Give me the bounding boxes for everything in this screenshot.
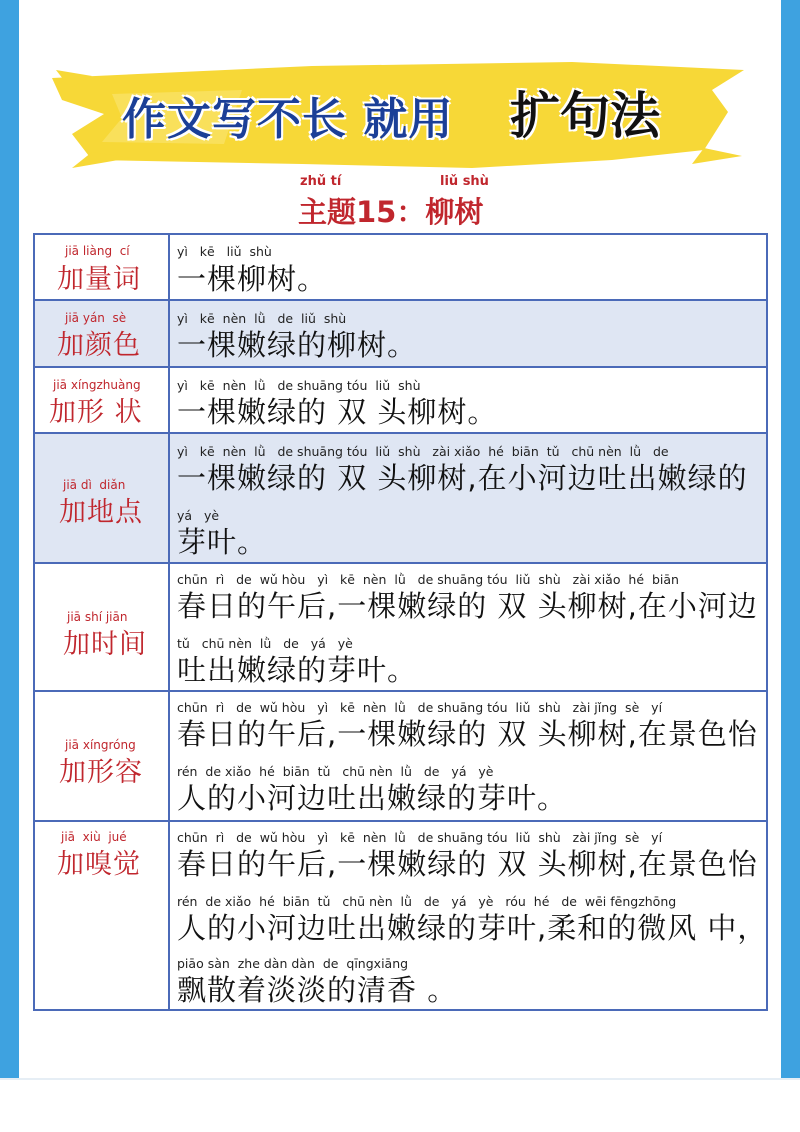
sentence-pinyin: chūn rì de wǔ hòu yì kē nèn lǜ de shuāng tóu liǔ shù zài xiǎo hé biān [177,572,679,587]
sentence-text: 人的小河边吐出嫩绿的芽叶。 [177,781,568,815]
label-text: 加形 状 [49,397,143,428]
table-row [35,822,766,1009]
label-pinyin: jiā xíngróng [65,738,136,752]
row-label-cell [35,822,170,1009]
table-row [35,434,766,564]
sentence-text: 一棵嫩绿的 双 头柳树,在小河边吐出嫩绿的 [177,461,748,495]
label-text: 加量词 [57,264,141,295]
row-label-cell [35,564,170,690]
label-pinyin: jiā dì diǎn [63,478,126,492]
theme-pinyin-zhuti: zhǔ tí [300,174,342,189]
sentence-text: 吐出嫩绿的芽叶。 [177,653,418,687]
label-text: 加嗅觉 [57,849,141,880]
label-pinyin: jiā xiù jué [61,830,127,844]
sentence-pinyin: rén de xiǎo hé biān tǔ chū nèn lǜ de yá yè [177,764,494,779]
table-row [35,368,766,434]
sentence-text: 春日的午后,一棵嫩绿的 双 头柳树,在景色怡 [177,717,758,751]
label-text: 加颜色 [57,330,141,361]
sentence-pinyin: rén de xiǎo hé biān tǔ chū nèn lǜ de yá yè róu hé de wēi fēngzhōng [177,894,677,909]
sentence-pinyin: chūn rì de wǔ hòu yì kē nèn lǜ de shuāng tóu liǔ shù zài jǐng sè yí [177,830,663,845]
banner-title: 作文写不长 就用 [122,94,454,145]
banner-title-method: 扩句法 [510,87,660,145]
sentence-pinyin: yì kē liǔ shù [177,244,272,259]
sentence-text: 春日的午后,一棵嫩绿的 双 头柳树,在小河边 [177,589,758,623]
table-row [35,235,766,301]
left-border-bar [0,0,19,1078]
sentence-text: 人的小河边吐出嫩绿的芽叶,柔和的微风 中， [177,911,768,945]
sentence-pinyin: chūn rì de wǔ hòu yì kē nèn lǜ de shuāng tóu liǔ shù zài jǐng sè yí [177,700,663,715]
sentence-text: 芽叶。 [177,525,268,559]
row-label-cell [35,692,170,820]
sentence-text: 一棵嫩绿的柳树。 [177,328,418,362]
label-pinyin: jiā xíngzhuàng [53,378,141,392]
sentence-pinyin: piāo sàn zhe dàn dàn de qīngxiāng [177,956,409,971]
label-pinyin: jiā shí jiān [67,610,128,624]
sentence-pinyin: yì kē nèn lǜ de shuāng tóu liǔ shù zài xiǎo hé biān tǔ chū nèn lǜ de [177,444,669,459]
sentence-text: 一棵嫩绿的 双 头柳树。 [177,395,498,429]
sentence-text: 一棵柳树。 [177,262,328,296]
expansion-table [33,233,768,1011]
theme-pinyin-liushu: liǔ shù [440,174,489,189]
sentence-text: 飘散着淡淡的清香 。 [177,973,458,1007]
label-text: 加时间 [63,629,147,660]
row-label-cell [35,434,170,562]
sentence-pinyin: tǔ chū nèn lǜ de yá yè [177,636,353,651]
label-pinyin: jiā yán sè [65,311,127,325]
label-text: 加形容 [59,757,143,788]
table-row [35,301,766,368]
sentence-pinyin: yì kē nèn lǜ de shuāng tóu liǔ shù [177,378,421,393]
table-row [35,692,766,822]
row-label-cell [35,301,170,366]
sentence-text: 春日的午后,一棵嫩绿的 双 头柳树,在景色怡 [177,847,758,881]
theme-heading: 主题15：柳树 [298,195,484,229]
row-label-cell [35,235,170,299]
table-row [35,564,766,692]
bottom-divider [0,1078,800,1080]
sentence-pinyin: yá yè [177,508,220,523]
sentence-pinyin: yì kē nèn lǜ de liǔ shù [177,311,347,326]
row-label-cell [35,368,170,432]
label-pinyin: jiā liàng cí [65,244,130,258]
right-border-bar [781,0,800,1078]
label-text: 加地点 [59,497,143,528]
